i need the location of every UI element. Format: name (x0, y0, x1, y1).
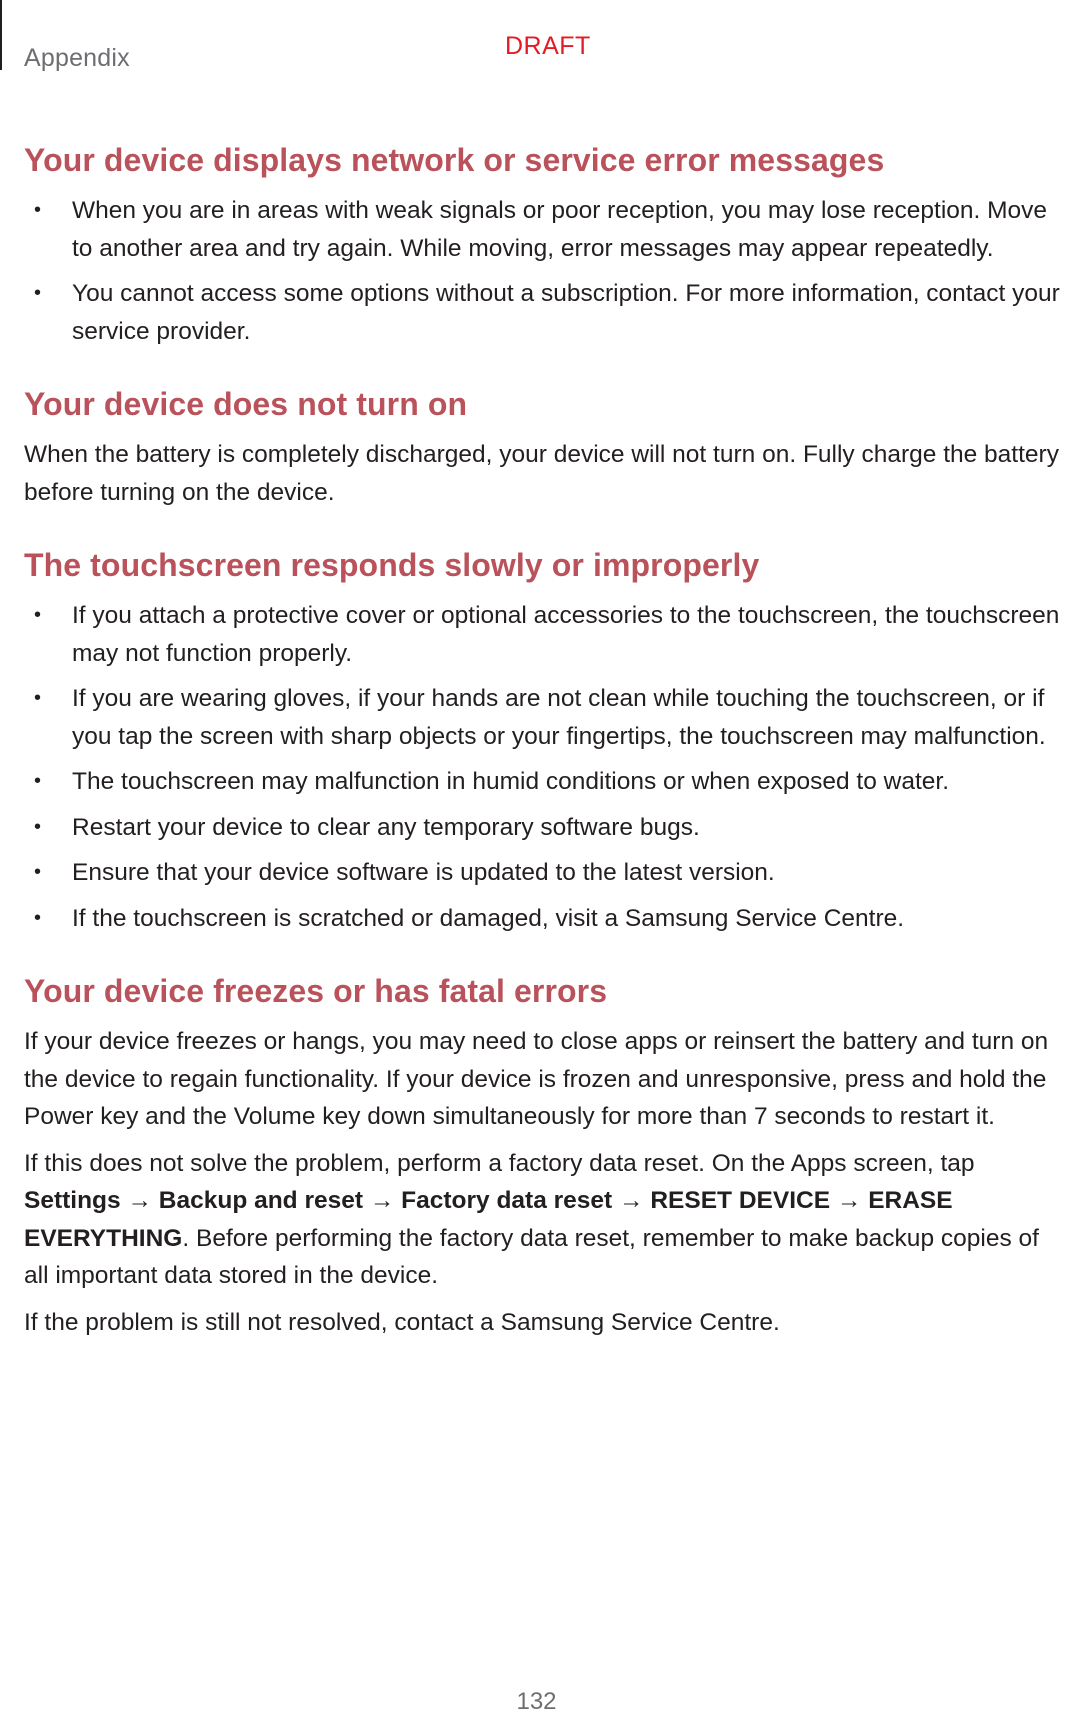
bullet-dot-icon: • (34, 815, 42, 838)
list-item-text: The touchscreen may malfunction in humid conditions or when exposed to water. (72, 768, 950, 795)
menu-path-reset-device: RESET DEVICE (650, 1187, 831, 1214)
list-item (24, 900, 1069, 938)
list-item-text: If the touchscreen is scratched or damaged, visit a Samsung Service Centre. (72, 904, 905, 932)
list-item (24, 680, 1069, 755)
paragraph-text: . Before performing the factory data reset, remember to make backup copies of all important data stored in the device. (24, 1224, 1039, 1289)
section-title: The touchscreen responds slowly or improperly (24, 547, 760, 583)
list-item-text: Restart your device to clear any temporary software bugs. (72, 813, 700, 841)
bullet-list (24, 192, 1069, 350)
list-item (24, 597, 1069, 672)
factory-reset-paragraph (24, 1145, 1069, 1295)
bullet-dot-icon: • (34, 199, 42, 221)
list-item (24, 275, 1069, 350)
section-title: Your device freezes or has fatal errors (24, 973, 608, 1009)
arrow-icon: → (612, 1187, 651, 1214)
header-rule (0, 0, 2, 70)
page-number: 132 (516, 1688, 557, 1715)
menu-path-factory-data-reset: Factory data reset (401, 1187, 613, 1214)
menu-path-backup-and-reset: Backup and reset (158, 1187, 364, 1214)
main-content (24, 140, 1069, 1375)
bullet-dot-icon: • (34, 861, 42, 883)
list-item-text: If you attach a protective cover or optional accessories to the touchscreen, the touchscreen may not function properly. (72, 602, 1060, 667)
menu-path-settings: Settings (24, 1187, 121, 1214)
list-item-text: Ensure that your device software is updated to the latest version. (72, 859, 775, 886)
list-item-text: If you are wearing gloves, if your hands are not clean while touching the touchscreen, or if you tap the screen with sharp objects or your fingertips, the touchscreen may malfunction. (72, 685, 1046, 750)
paragraph: If your device freezes or hangs, you may need to close apps or reinsert the battery and turn on the device to regain functionality. If your device is frozen and unresponsive, press and hold the Power key and the Volume key down simultaneously for more than 7 seconds to restart it. (24, 1028, 1049, 1130)
paragraph-text: If this does not solve the problem, perform a factory data reset. On the Apps screen, tap (24, 1149, 975, 1177)
bullet-list (24, 597, 1069, 937)
list-item-text: You cannot access some options without a subscription. For more information, contact your service provider. (72, 280, 1060, 345)
bullet-dot-icon: • (34, 282, 42, 304)
section-touchscreen (24, 545, 1069, 937)
bullet-dot-icon: • (34, 687, 42, 709)
paragraph: If the problem is still not resolved, contact a Samsung Service Centre. (24, 1308, 780, 1336)
bullet-dot-icon: • (34, 770, 42, 792)
list-item (24, 763, 1069, 801)
list-item (24, 192, 1069, 267)
bullet-dot-icon: • (34, 906, 42, 929)
arrow-icon: → (120, 1187, 159, 1214)
section-network-errors (24, 140, 1069, 350)
arrow-icon: → (363, 1187, 402, 1214)
section-does-not-turn-on (24, 384, 1069, 511)
section-title: Your device does not turn on (24, 386, 468, 422)
paragraph: When the battery is completely discharged, your device will not turn on. Fully charge the battery before turning on the device. (24, 441, 1059, 506)
menu-path-erase-everything: ERASE EVERYTHING (24, 1187, 953, 1252)
list-item (24, 809, 1069, 847)
list-item (24, 854, 1069, 892)
draft-watermark: DRAFT (505, 32, 591, 60)
bullet-dot-icon: • (34, 604, 42, 626)
section-freezes (24, 971, 1069, 1341)
section-label: Appendix (24, 44, 130, 72)
arrow-icon: → (830, 1187, 869, 1214)
list-item-text: When you are in areas with weak signals or poor reception, you may lose reception. Move to another area and try again. While moving, error messages may appear repeatedly. (72, 197, 1048, 262)
section-title: Your device displays network or service error messages (24, 142, 885, 178)
